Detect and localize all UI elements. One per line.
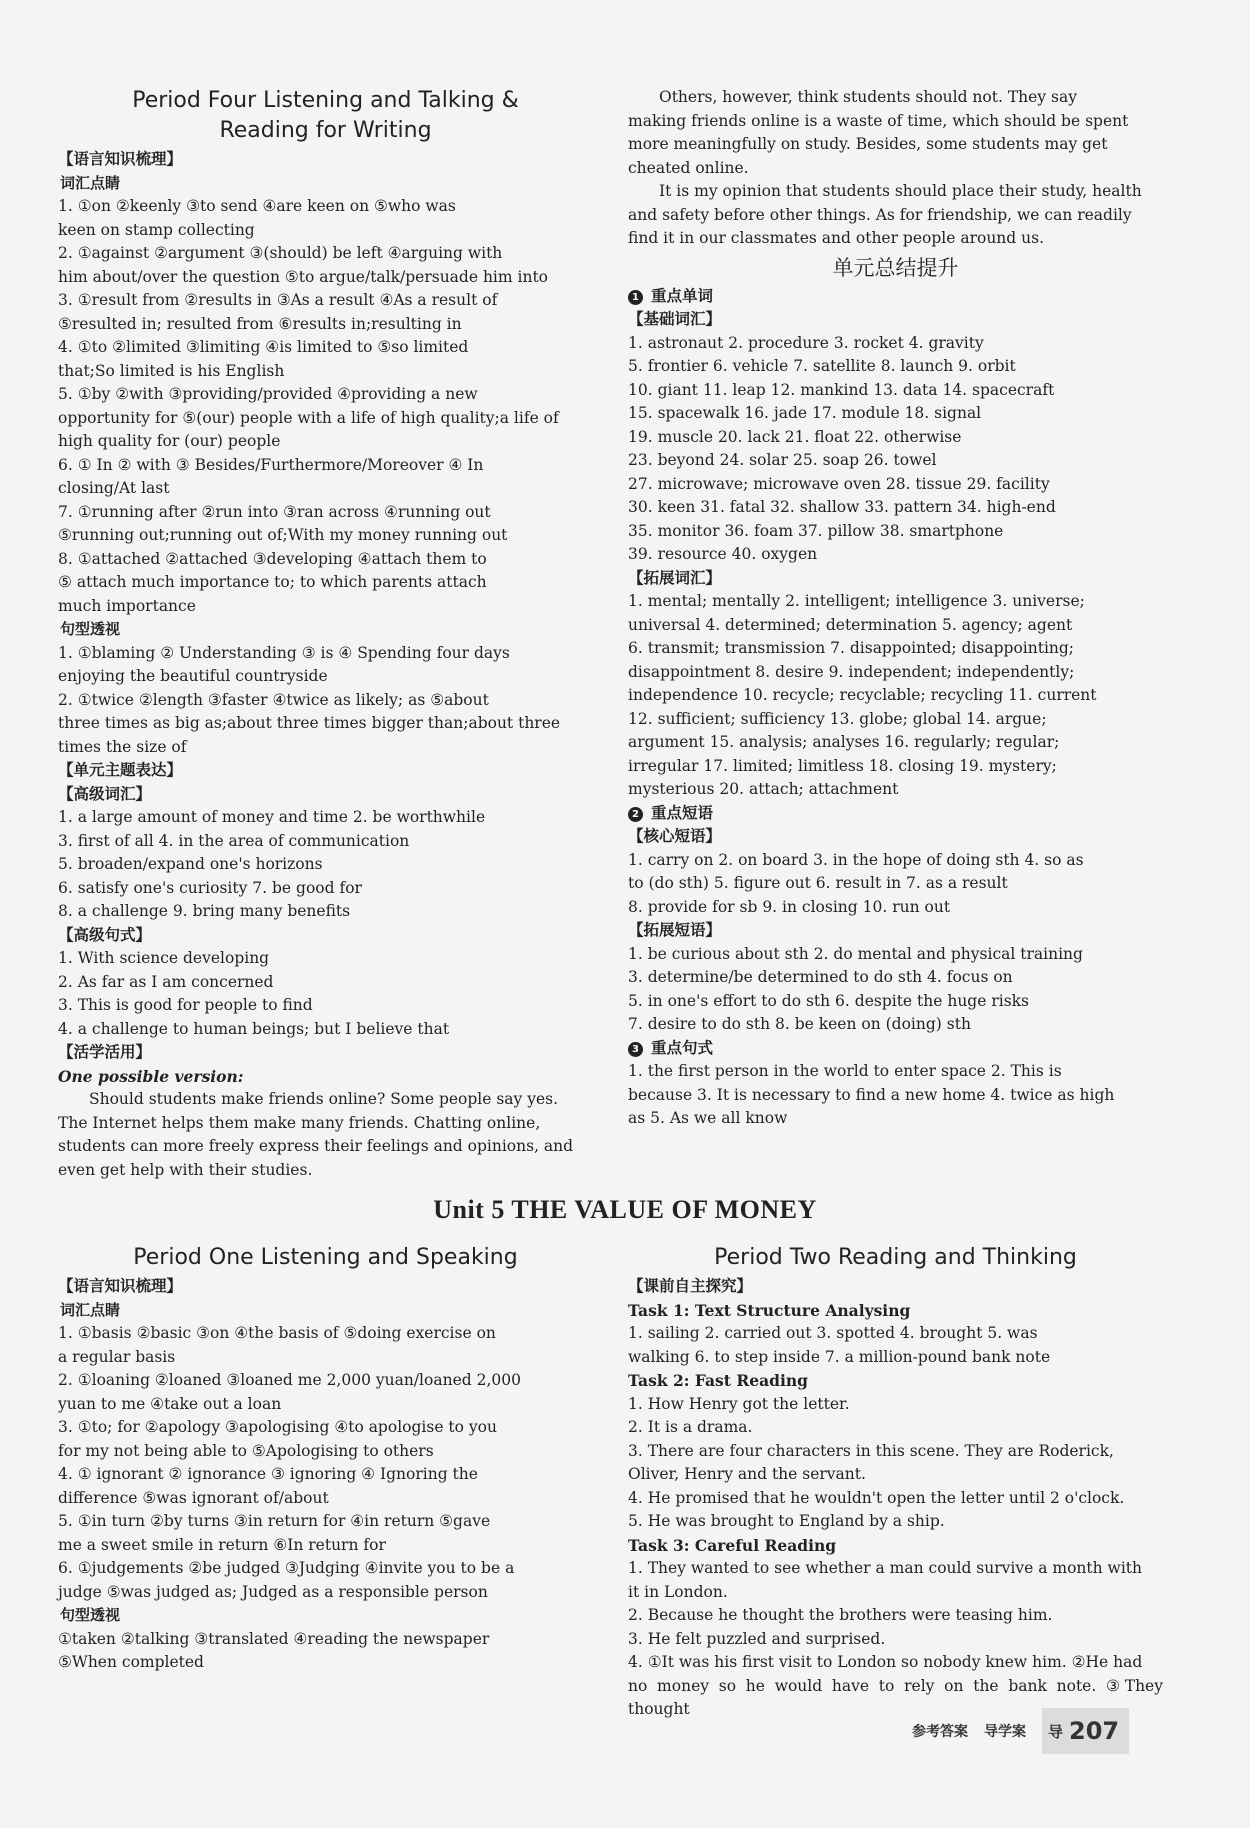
key-section-heading <box>628 802 1163 826</box>
answer-line: no money so he would have to rely on the bank note. ③They thought <box>628 1676 1163 1718</box>
answer-line: it in London. <box>628 1582 728 1601</box>
numbered-circle-icon: 1 <box>628 290 643 305</box>
answer-line: 1. ①on ②keenly ③to send ④are keen on ⑤who was <box>58 197 456 215</box>
answer-line: 6. transmit; transmission 7. disappointed; disappointing; <box>628 639 1075 657</box>
answer-line: 5. broaden/expand one's horizons <box>58 855 323 873</box>
answer-line: 1. the first person in the world to enter space 2. This is <box>628 1062 1062 1080</box>
answer-line: 35. monitor 36. foam 37. pillow 38. smartphone <box>628 521 1004 540</box>
answer-line: that;So limited is his English <box>58 361 285 380</box>
answer-line: 1. They wanted to see whether a man could survive a month with <box>628 1559 1142 1577</box>
answer-line: 1. astronaut 2. procedure 3. rocket 4. gravity <box>628 333 984 352</box>
left-column-bottom <box>58 1243 593 1675</box>
answer-line: 7. desire to do sth 8. be keen on (doing) sth <box>628 1015 971 1033</box>
answer-line: Oliver, Henry and the servant. <box>628 1465 866 1483</box>
answer-line: yuan to me ④take out a loan <box>58 1394 282 1413</box>
answer-line: universal 4. determined; determination 5. agency; agent <box>628 615 1073 634</box>
period-four-title-line2: Reading for Writing <box>219 118 432 143</box>
answer-line: mysterious 20. attach; attachment <box>628 780 899 798</box>
section-heading: 【拓展词汇】 <box>628 568 722 587</box>
answer-line: 3. There are four characters in this scene. They are Roderick, <box>628 1441 1114 1460</box>
unit-summary-title: 单元总结提升 <box>832 255 959 280</box>
answer-line: 27. microwave; microwave oven 28. tissue 29. facility <box>628 474 1050 493</box>
answer-line: 8. provide for sb 9. in closing 10. run out <box>628 897 951 916</box>
answer-line: 1. sailing 2. carried out 3. spotted 4. brought 5. was <box>628 1324 1038 1342</box>
answer-line: 2. Because he thought the brothers were teasing him. <box>628 1606 1053 1624</box>
answer-line: 39. resource 40. oxygen <box>628 545 818 563</box>
answer-line: ⑤When completed <box>58 1653 204 1671</box>
subsection-heading: 词汇点睛 <box>60 173 121 192</box>
answer-line: 5. ①in turn ②by turns ③in return for ④in return ⑤gave <box>58 1512 491 1530</box>
answer-line: 8. ①attached ②attached ③developing ④attach them to <box>58 549 487 568</box>
numbered-circle-icon: 3 <box>628 1042 643 1057</box>
paragraph-line: Others, however, think students should not. They say <box>659 88 1077 106</box>
answer-line: me a sweet smile in return ⑥In return for <box>58 1535 386 1554</box>
answer-line: 3. determine/be determined to do sth 4. focus on <box>628 968 1013 986</box>
answer-line: keen on stamp collecting <box>58 220 255 239</box>
answer-line: students can more freely express their feelings and opinions, and <box>58 1137 574 1155</box>
answer-line: more meaningfully on study. Besides, some students may get <box>628 135 1108 153</box>
answer-line: much importance <box>58 596 196 615</box>
answer-line: 12. sufficient; sufficiency 13. globe; global 14. argue; <box>628 709 1047 728</box>
answer-line: find it in our classmates and other people around us. <box>628 229 1045 247</box>
answer-line: 4. He promised that he wouldn't open the letter until 2 o'clock. <box>628 1488 1125 1507</box>
answer-line: 1. ①basis ②basic ③on ④the basis of ⑤doing exercise on <box>58 1324 496 1342</box>
section-heading: 【语言知识梳理】 <box>58 150 183 168</box>
section-heading: 【核心短语】 <box>628 827 722 845</box>
answer-line: 5. in one's effort to do sth 6. despite the huge risks <box>628 991 1029 1010</box>
page-number: 207 <box>1069 1717 1120 1745</box>
answer-line: 5. frontier 6. vehicle 7. satellite 8. launch 9. orbit <box>628 357 1016 375</box>
paragraph-line: It is my opinion that students should place their study, health <box>659 182 1142 200</box>
task-heading: Task 2: Fast Reading <box>628 1371 808 1390</box>
paragraph-line: Should students make friends online? Some people say yes. <box>89 1090 559 1108</box>
answer-line: high quality for (our) people <box>58 432 281 450</box>
answer-line: 1. be curious about sth 2. do mental and physical training <box>628 944 1083 963</box>
answer-line: The Internet helps them make many friends. Chatting online, <box>58 1113 541 1132</box>
answer-line: independence 10. recycle; recyclable; recycling 11. current <box>628 686 1097 704</box>
footer-mark: 导 <box>1048 1722 1064 1741</box>
subsection-heading: 句型透视 <box>60 1606 121 1624</box>
answer-line: enjoying the beautiful countryside <box>58 667 328 685</box>
answer-line: opportunity for ⑤(our) people with a life of high quality;a life of <box>58 408 559 427</box>
section-heading: 【语言知识梳理】 <box>58 1277 183 1295</box>
answer-line: ⑤resulted in; resulted from ⑥results in;resulting in <box>58 314 462 333</box>
answer-line: for my not being able to ⑤Apologising to others <box>58 1441 434 1460</box>
answer-line: 23. beyond 24. solar 25. soap 26. towel <box>628 451 937 469</box>
section-heading: 【基础词汇】 <box>628 310 722 328</box>
answer-line: difference ⑤was ignorant of/about <box>58 1488 329 1507</box>
answer-line: closing/At last <box>58 479 170 497</box>
answer-line: 1. How Henry got the letter. <box>628 1394 850 1413</box>
answer-line: ⑤ attach much importance to; to which parents attach <box>58 573 487 591</box>
answer-line: walking 6. to step inside 7. a million-pound bank note <box>628 1347 1051 1366</box>
answer-line: 2. As far as I am concerned <box>58 972 274 991</box>
unit-5-title: Unit 5 THE VALUE OF MONEY <box>433 1195 817 1224</box>
answer-line: 6. ①judgements ②be judged ③Judging ④invite you to be a <box>58 1559 515 1577</box>
answer-line: 6. satisfy one's curiosity 7. be good for <box>58 878 362 897</box>
answer-line: 4. ① ignorant ② ignorance ③ ignoring ④ Ignoring the <box>58 1465 478 1483</box>
answer-line: 2. ①against ②argument ③(should) be left ④arguing with <box>58 244 503 262</box>
answer-line: 10. giant 11. leap 12. mankind 13. data 14. spacecraft <box>628 380 1055 399</box>
footer-label-answers: 参考答案 <box>912 1724 968 1740</box>
answer-line: 4. a challenge to human beings; but I believe that <box>58 1019 450 1038</box>
task-heading: Task 1: Text Structure Analysing <box>628 1300 911 1320</box>
heading-text: 重点句式 <box>651 1038 714 1057</box>
answer-line: 1. a large amount of money and time 2. be worthwhile <box>58 808 486 826</box>
answer-line: ⑤running out;running out of;With my money running out <box>58 526 508 544</box>
subsection-heading: 句型透视 <box>60 620 121 638</box>
answer-line: 3. ①to; for ②apology ③apologising ④to apologise to you <box>58 1418 497 1436</box>
version-label: One possible version: <box>58 1066 244 1086</box>
answer-line: 2. ①twice ②length ③faster ④twice as likely; as ⑤about <box>58 690 489 709</box>
answer-line: 1. ①blaming ② Understanding ③ is ④ Spending four days <box>58 643 510 662</box>
right-column-top <box>628 86 1163 1131</box>
answer-line: making friends online is a waste of time, which should be spent <box>628 111 1129 130</box>
section-heading: 【拓展短语】 <box>628 921 722 939</box>
answer-line: 3. He felt puzzled and surprised. <box>628 1629 886 1648</box>
answer-line: 3. This is good for people to find <box>58 996 313 1014</box>
footer-label-guide: 导学案 <box>984 1724 1026 1740</box>
page-number-box <box>1042 1708 1129 1754</box>
answer-line: 4. ①to ②limited ③limiting ④is limited to ⑤so limited <box>58 338 469 356</box>
answer-line: 15. spacewalk 16. jade 17. module 18. signal <box>628 404 982 422</box>
answer-line: argument 15. analysis; analyses 16. regularly; regular; <box>628 733 1060 751</box>
answer-line: irregular 17. limited; limitless 18. closing 19. mystery; <box>628 756 1057 775</box>
section-heading: 【单元主题表达】 <box>58 761 183 779</box>
answer-line: a regular basis <box>58 1347 176 1366</box>
answer-line: 1. With science developing <box>58 949 270 967</box>
answer-line: 4. ①It was his first visit to London so nobody knew him. ②He had <box>628 1653 1143 1671</box>
subsection-heading: 词汇点睛 <box>60 1300 121 1319</box>
key-section-heading <box>628 1037 1163 1061</box>
answer-line: 19. muscle 20. lack 21. float 22. otherwise <box>628 427 962 446</box>
task-heading: Task 3: Careful Reading <box>628 1535 837 1555</box>
answer-line: judge ⑤was judged as; Judged as a responsible person <box>58 1582 488 1601</box>
answer-line: him about/over the question ⑤to argue/talk/persuade him into <box>58 267 549 286</box>
period-one-title: Period One Listening and Speaking <box>133 1245 518 1270</box>
answer-line: 5. ①by ②with ③providing/provided ④providing a new <box>58 385 478 403</box>
answer-line: 6. ① In ② with ③ Besides/Furthermore/Moreover ④ In <box>58 455 484 474</box>
answer-line: 3. first of all 4. in the area of communication <box>58 831 410 850</box>
answer-line: ①taken ②talking ③translated ④reading the newspaper <box>58 1629 490 1648</box>
section-heading: 【高级句式】 <box>58 925 152 944</box>
section-heading: 【活学活用】 <box>58 1043 152 1061</box>
answer-line: 8. a challenge 9. bring many benefits <box>58 902 351 920</box>
section-heading: 【课前自主探究】 <box>628 1277 753 1295</box>
answer-line: even get help with their studies. <box>58 1160 313 1179</box>
answer-line: 5. He was brought to England by a ship. <box>628 1512 945 1530</box>
numbered-circle-icon: 2 <box>628 807 643 822</box>
answer-line: 7. ①running after ②run into ③ran across ④running out <box>58 502 491 521</box>
answer-line: to (do sth) 5. figure out 6. result in 7. as a result <box>628 874 1008 892</box>
answer-line: 2. It is a drama. <box>628 1418 753 1436</box>
answer-line: and safety before other things. As for friendship, we can readily <box>628 205 1132 224</box>
answer-line: 30. keen 31. fatal 32. shallow 33. pattern 34. high-end <box>628 498 1056 516</box>
answer-line: cheated online. <box>628 158 749 177</box>
heading-text: 重点短语 <box>651 803 714 822</box>
answer-line: 3. ①result from ②results in ③As a result ④As a result of <box>58 291 498 309</box>
answer-line: 1. mental; mentally 2. intelligent; intelligence 3. universe; <box>628 592 1085 610</box>
answer-line: 1. carry on 2. on board 3. in the hope of doing sth 4. so as <box>628 850 1084 869</box>
answer-line: 2. ①loaning ②loaned ③loaned me 2,000 yuan/loaned 2,000 <box>58 1371 521 1389</box>
answer-line: because 3. It is necessary to find a new home 4. twice as high <box>628 1085 1115 1104</box>
period-two-title: Period Two Reading and Thinking <box>714 1245 1077 1270</box>
answer-line: as 5. As we all know <box>628 1109 788 1127</box>
section-heading: 【高级词汇】 <box>58 784 152 803</box>
period-four-title-line1: Period Four Listening and Talking & <box>132 88 519 113</box>
answer-line: times the size of <box>58 737 187 756</box>
key-section-heading <box>628 285 1163 309</box>
page-footer <box>912 1708 1129 1754</box>
left-column-top <box>58 86 593 1182</box>
heading-text: 重点单词 <box>651 286 714 305</box>
right-column-bottom <box>628 1243 1163 1722</box>
answer-line: disappointment 8. desire 9. independent; independently; <box>628 662 1075 681</box>
answer-line: three times as big as;about three times bigger than;about three <box>58 714 561 732</box>
